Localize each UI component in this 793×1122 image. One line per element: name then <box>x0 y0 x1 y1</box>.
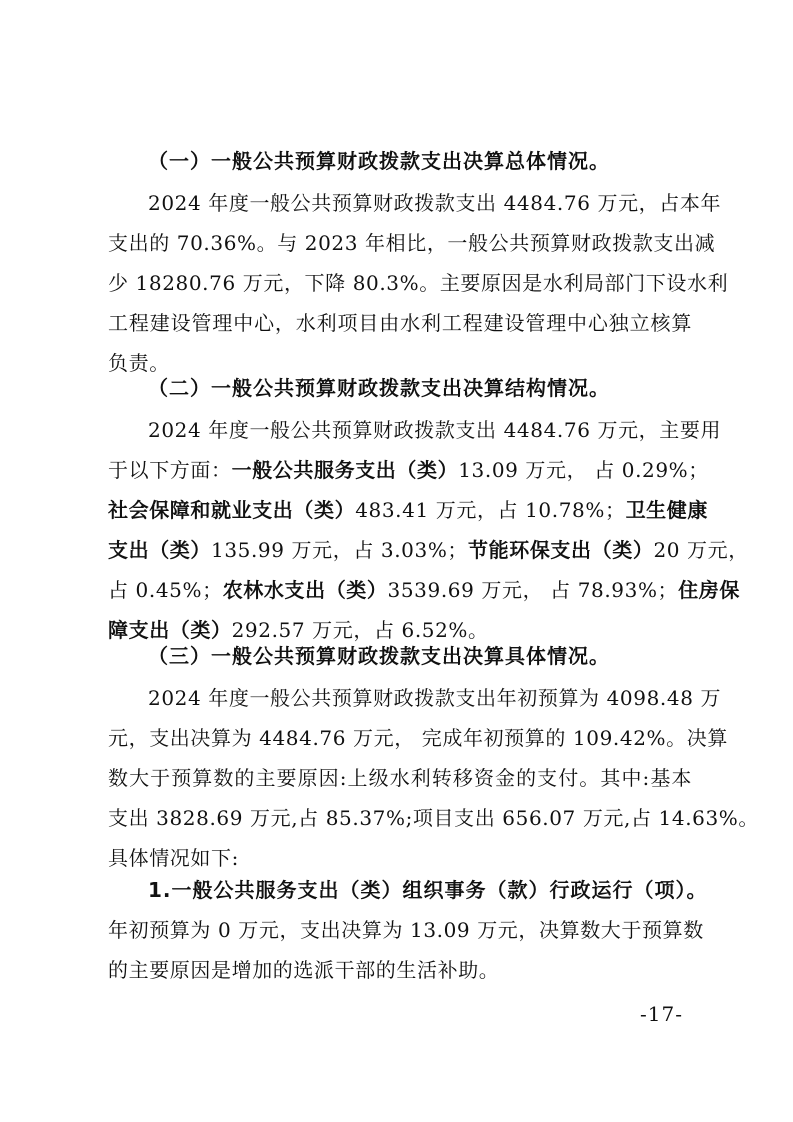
category-health-value: 135.99 万元，占 3.03%； <box>211 538 469 562</box>
section1-line-1: 2024 年度一般公共预算财政拨款支出 4484.76 万元，占本年 <box>148 191 722 215</box>
category-general-public-services: 一般公共服务支出（类） <box>231 458 459 482</box>
section2-heading: （二）一般公共预算财政拨款支出决算结构情况。 <box>148 376 610 400</box>
category-energy-environment: 节能环保支出（类） <box>468 538 654 562</box>
category-social-security: 社会保障和就业支出（类） <box>108 498 356 522</box>
section1-heading: （一）一般公共预算财政拨款支出决算总体情况。 <box>148 149 610 173</box>
section1-line-5: 负责。 <box>108 351 170 375</box>
section3-heading: （三）一般公共预算财政拨款支出决算具体情况。 <box>148 644 610 668</box>
section3-line-5: 具体情况如下: <box>108 846 239 870</box>
category-general-public-services-value: 13.09 万元， 占 0.29%； <box>458 458 709 482</box>
item1-line-2: 的主要原因是增加的选派干部的生活补助。 <box>108 958 500 982</box>
item1-title: 1.一般公共服务支出（类）组织事务（款）行政运行（项）。 <box>148 878 708 902</box>
section2-line-3 <box>108 496 708 524</box>
section3-line-1: 2024 年度一般公共预算财政拨款支出年初预算为 4098.48 万 <box>148 686 722 710</box>
category-health-cont: 支出（类） <box>108 538 211 562</box>
section3-line-2: 元，支出决算为 4484.76 万元， 完成年初预算的 109.42%。决算 <box>108 726 728 750</box>
category-agriculture-water: 农林水支出（类） <box>222 578 388 602</box>
section2-line-6 <box>108 616 692 644</box>
category-social-security-value: 483.41 万元，占 10.78%； <box>355 498 626 522</box>
section2-line-1: 2024 年度一般公共预算财政拨款支出 4484.76 万元，主要用 <box>148 418 722 442</box>
section3-line-3: 数大于预算数的主要原因:上级水利转移资金的支付。其中:基本 <box>108 766 692 790</box>
section3-line-4: 支出 3828.69 万元,占 85.37%;项目支出 656.07 万元,占 14.63%。 <box>108 806 760 830</box>
section2-line-2 <box>108 456 709 484</box>
section1-line-2: 支出的 70.36%。与 2023 年相比，一般公共预算财政拨款支出减 <box>108 231 716 255</box>
category-housing-cont: 障支出（类） <box>108 618 232 642</box>
item1-line-1: 年初预算为 0 万元，支出决算为 13.09 万元，决算数大于预算数 <box>108 918 704 942</box>
section2-line-4 <box>108 536 749 564</box>
section2-line-5 <box>108 576 740 604</box>
category-housing: 住房保 <box>678 578 740 602</box>
page-number: -17- <box>640 1002 683 1026</box>
category-energy-environment-value: 20 万元， <box>653 538 749 562</box>
category-energy-environment-share: 占 0.45%； <box>108 578 223 602</box>
category-housing-value: 292.57 万元，占 6.52%。 <box>231 618 489 642</box>
section2-line-2-text: 于以下方面： <box>108 458 232 482</box>
section1-line-4: 工程建设管理中心，水利项目由水利工程建设管理中心独立核算 <box>108 311 692 335</box>
category-agriculture-water-value: 3539.69 万元， 占 78.93%； <box>387 578 679 602</box>
category-health: 卫生健康 <box>625 498 708 522</box>
section1-line-3: 少 18280.76 万元，下降 80.3%。主要原因是水利局部门下设水利 <box>108 271 729 295</box>
